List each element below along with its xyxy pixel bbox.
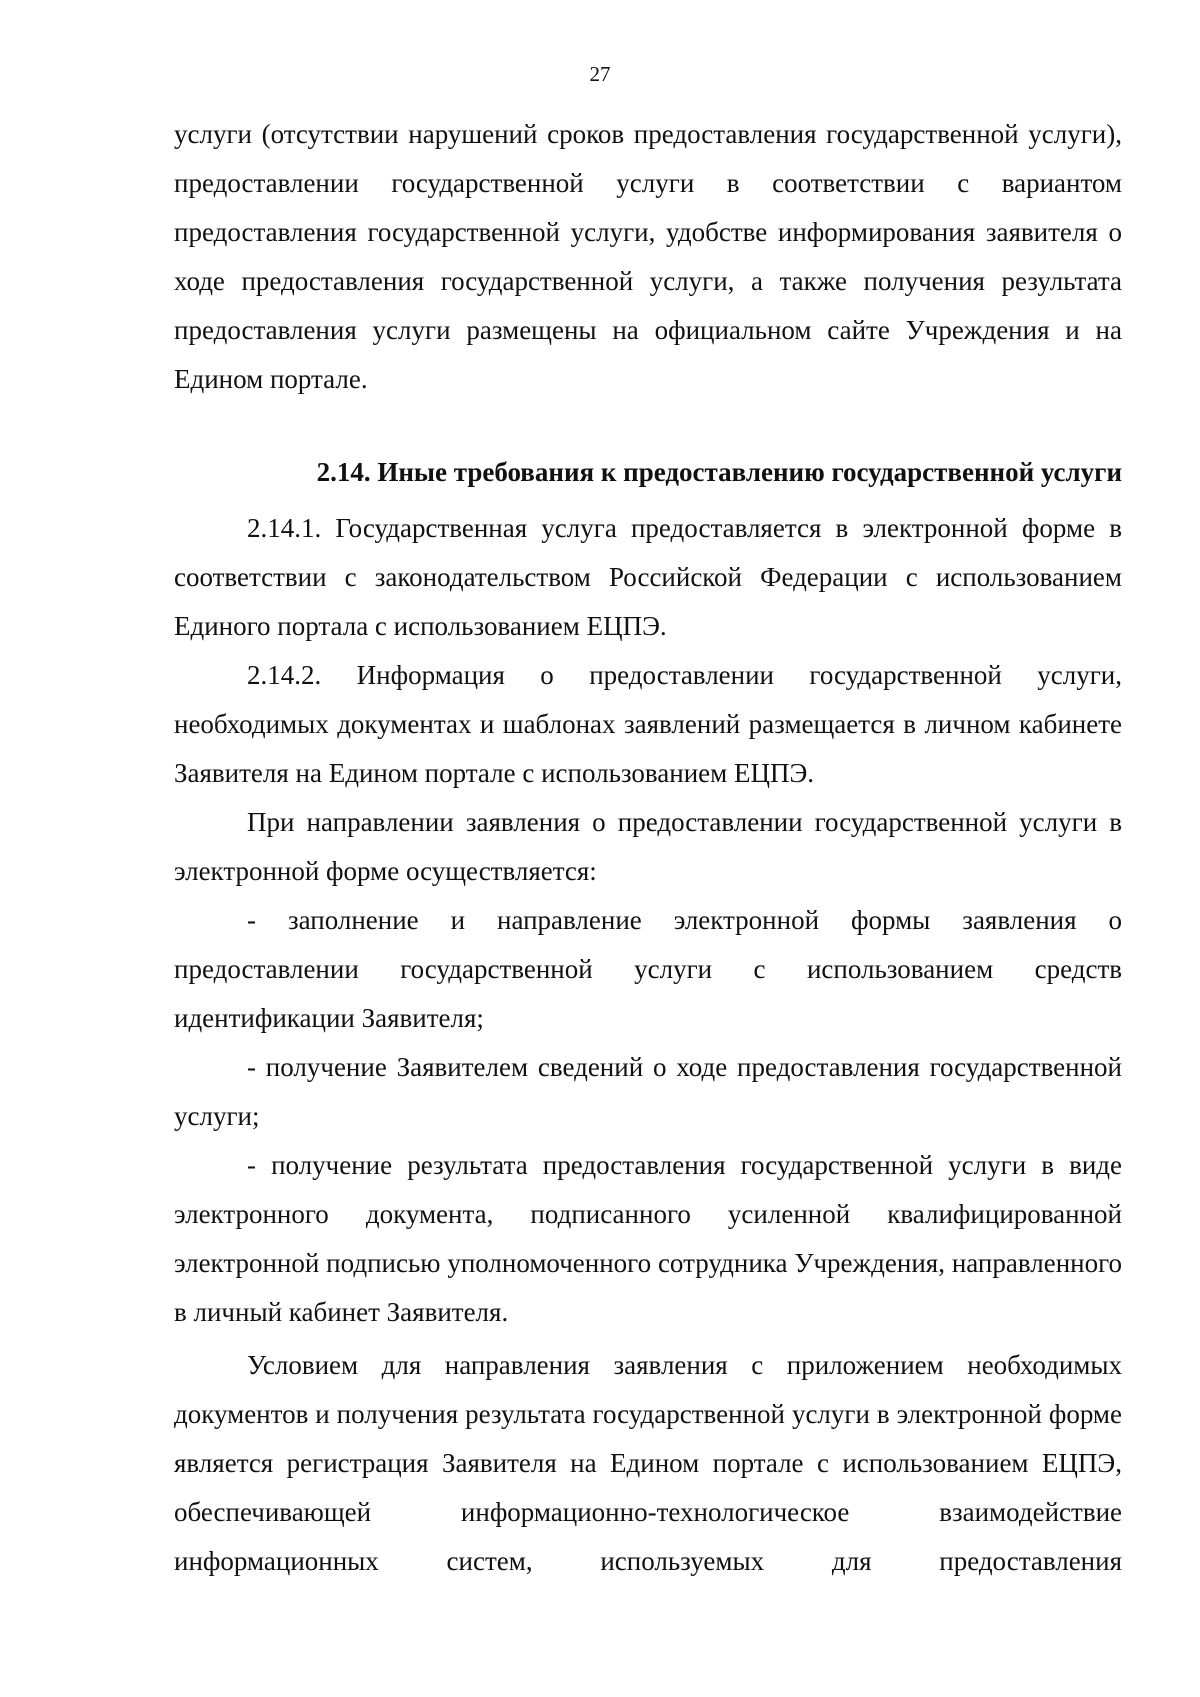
paragraph-2-14-1: 2.14.1. Государственная услуга предоставляется в электронной форме в соответствии с законодательством Российской Федерации с использованием Единого портала с использованием ЕЦПЭ. <box>174 513 1122 641</box>
list-item-result-document: - получение результата предоставления государственной услуги в виде электронного документа, подписанного усиленной квалифицированной электронной подписью уполномоченного сотрудника Учреждения, направленного в личный кабинет Заявителя. <box>174 1150 1122 1327</box>
paragraph-2-14-2: 2.14.2. Информация о предоставлении государственной услуги, необходимых документах и шаблонах заявлений размещается в личном кабинете Заявителя на Едином портале с использованием ЕЦПЭ. <box>174 660 1122 788</box>
paragraph-intro: услуги (отсутствии нарушений сроков предоставления государственной услуги), предоставлении государственной услуги в соответствии с вариантом предоставления государственной услуги, удобстве информирования заявителя о ходе предоставления государственной услуги, а также получения результата предоставления услуги размещены на официальном сайте Учреждения и на Едином портале. <box>174 119 1122 394</box>
document-body <box>174 110 1122 1586</box>
paragraph-registration-condition: Условием для направления заявления с приложением необходимых документов и получения результата государственной услуги в электронной форме является регистрация Заявителя на Едином портале с использованием ЕЦПЭ, обеспечивающей информационно-технологическое взаимодействие информационных систем, используемых для предоставления <box>174 1350 1122 1576</box>
section-heading-2-14: 2.14. Иные требования к предоставлению государственной услуги <box>316 457 1122 487</box>
page-number: 27 <box>589 62 611 86</box>
list-item-form-filling: - заполнение и направление электронной формы заявления о предоставлении государственной услуги с использованием средств идентификации Заявителя; <box>174 905 1122 1033</box>
list-item-progress-info: - получение Заявителем сведений о ходе предоставления государственной услуги; <box>174 1052 1122 1131</box>
paragraph-electronic-submission: При направлении заявления о предоставлении государственной услуги в электронной форме осуществляется: <box>174 807 1122 886</box>
